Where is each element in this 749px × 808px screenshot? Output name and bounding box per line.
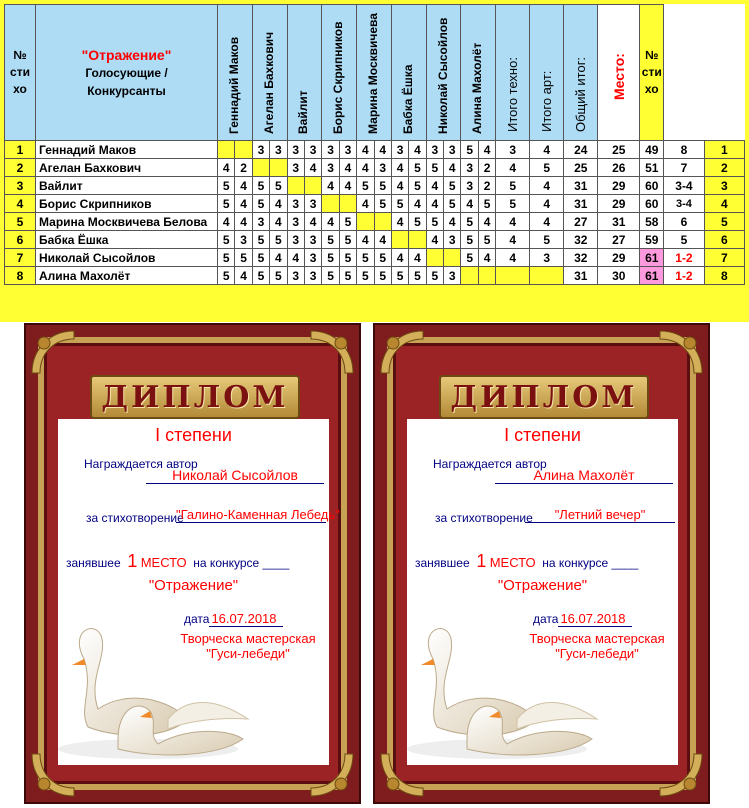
score-cell: 4 (218, 213, 235, 231)
diploma-title-banner (90, 375, 300, 419)
date-line: дата 16.07.2018 (533, 611, 632, 626)
diploma-panel (58, 419, 340, 765)
score-cell: 3 (270, 141, 287, 159)
score-cell: 2 (235, 159, 252, 177)
score-cell (339, 195, 356, 213)
score-cell: 5 (496, 195, 530, 213)
score-cell: 5 (374, 195, 391, 213)
score-cell: 5 (409, 213, 426, 231)
column-header-voter: Геннадий Маков (218, 5, 253, 141)
score-cell: 4 (409, 249, 426, 267)
score-cell: 5 (478, 231, 495, 249)
studio-name: Творческа мастерская "Гуси-лебеди" (180, 631, 316, 661)
diploma-card (373, 323, 710, 804)
techno-total-cell: 32 (564, 249, 598, 267)
score-cell: 4 (235, 267, 252, 285)
techno-total-cell: 25 (564, 159, 598, 177)
place-line: занявшее 1 МЕСТО на конкурсе ____ (415, 551, 639, 571)
contestant-name: Агелан Бахкович (36, 159, 218, 177)
score-cell: 4 (304, 213, 321, 231)
score-cell: 5 (374, 267, 391, 285)
score-cell: 3 (235, 231, 252, 249)
awarded-label: Награждается автор (433, 457, 547, 471)
score-cell: 5 (322, 231, 339, 249)
poem-label: за стихотворение (86, 511, 184, 525)
grand-total-cell: 61 (640, 267, 664, 285)
score-cell: 4 (357, 141, 374, 159)
score-cell: 5 (322, 249, 339, 267)
row-number: 3 (5, 177, 36, 195)
score-cell (391, 231, 408, 249)
score-cell: 5 (374, 177, 391, 195)
score-cell: 3 (252, 213, 269, 231)
place-cell: 8 (664, 141, 704, 159)
score-cell: 5 (339, 231, 356, 249)
score-cell: 3 (304, 249, 321, 267)
score-cell: 5 (339, 249, 356, 267)
score-cell: 5 (357, 177, 374, 195)
column-header-voter: Агелан Бахкович (252, 5, 287, 141)
score-cell: 4 (496, 231, 530, 249)
place-cell: 3-4 (664, 177, 704, 195)
table-row (5, 141, 745, 159)
diploma-panel (407, 419, 678, 765)
score-cell: 3 (530, 249, 564, 267)
row-number-right: 7 (704, 249, 744, 267)
score-cell: 5 (235, 249, 252, 267)
score-cell: 3 (322, 141, 339, 159)
score-cell: 3 (304, 141, 321, 159)
score-cell: 5 (218, 267, 235, 285)
techno-total-cell: 31 (564, 267, 598, 285)
contest-title: "Отражение" (81, 46, 172, 63)
score-cell: 4 (530, 213, 564, 231)
score-cell: 3 (287, 231, 304, 249)
score-cell: 4 (409, 141, 426, 159)
column-header-voter: Алина Махолёт (461, 5, 496, 141)
score-cell: 4 (478, 213, 495, 231)
score-cell: 5 (409, 267, 426, 285)
score-cell: 5 (374, 249, 391, 267)
grand-total-cell: 61 (640, 249, 664, 267)
score-cell: 4 (374, 141, 391, 159)
column-header-voter: Николай Сысойлов (426, 5, 461, 141)
score-cell: 4 (270, 213, 287, 231)
score-cell: 5 (339, 213, 356, 231)
score-cell: 3 (339, 141, 356, 159)
score-cell: 4 (426, 231, 443, 249)
score-cell: 3 (444, 141, 461, 159)
score-cell: 4 (426, 177, 443, 195)
score-cell: 4 (322, 177, 339, 195)
row-number-right: 1 (704, 141, 744, 159)
techno-total-cell: 31 (564, 195, 598, 213)
score-cell: 4 (339, 177, 356, 195)
art-total-cell: 29 (598, 177, 640, 195)
row-number: 8 (5, 267, 36, 285)
poem-title: "Галино-Каменная Лебедь" (176, 507, 340, 522)
score-cell (426, 249, 443, 267)
score-cell: 4 (218, 159, 235, 177)
row-number-right: 5 (704, 213, 744, 231)
score-cell (496, 267, 530, 285)
scoreboard (0, 0, 749, 322)
score-cell: 3 (374, 159, 391, 177)
grand-total-cell: 60 (640, 195, 664, 213)
corner-ornament-icon (30, 329, 76, 375)
contestant-name: Геннадий Маков (36, 141, 218, 159)
score-cell (235, 141, 252, 159)
score-cell (530, 267, 564, 285)
score-cell: 5 (270, 177, 287, 195)
place-line: занявшее 1 МЕСТО на конкурсе ____ (66, 551, 290, 571)
score-cell: 5 (530, 159, 564, 177)
corner-ornament-icon (658, 329, 704, 375)
row-number-right: 4 (704, 195, 744, 213)
award-author: Алина Махолёт (495, 467, 673, 484)
score-cell (478, 267, 495, 285)
score-cell: 4 (461, 195, 478, 213)
art-total-cell: 29 (598, 249, 640, 267)
score-cell: 5 (357, 267, 374, 285)
contestant-name: Алина Махолёт (36, 267, 218, 285)
table-row (5, 267, 745, 285)
score-cell: 5 (426, 159, 443, 177)
place-cell: 1-2 (664, 249, 704, 267)
score-cell: 5 (409, 177, 426, 195)
score-cell: 5 (270, 231, 287, 249)
score-cell: 4 (530, 195, 564, 213)
score-cell: 2 (478, 177, 495, 195)
score-cell: 5 (496, 177, 530, 195)
score-cell: 4 (409, 195, 426, 213)
score-cell: 5 (461, 231, 478, 249)
score-cell: 4 (391, 159, 408, 177)
score-cell (409, 231, 426, 249)
grand-total-cell: 59 (640, 231, 664, 249)
score-cell: 5 (218, 177, 235, 195)
techno-total-cell: 31 (564, 177, 598, 195)
score-cell: 5 (270, 267, 287, 285)
column-header-voter: Марина Москвичева (357, 5, 392, 141)
score-cell: 5 (426, 267, 443, 285)
score-cell: 4 (391, 213, 408, 231)
awarded-label: Награждается автор (84, 457, 198, 471)
table-row (5, 159, 745, 177)
score-cell: 3 (287, 267, 304, 285)
score-cell: 3 (426, 141, 443, 159)
column-header-art-total: Итого арт: (530, 5, 564, 141)
score-cell: 4 (357, 159, 374, 177)
score-cell: 3 (304, 267, 321, 285)
score-cell: 3 (252, 141, 269, 159)
score-cell (218, 141, 235, 159)
score-cell: 4 (496, 249, 530, 267)
column-header-number-right: № сти хо (640, 5, 664, 141)
score-cell: 4 (496, 159, 530, 177)
score-cell: 3 (304, 231, 321, 249)
score-cell (270, 159, 287, 177)
row-number-right: 2 (704, 159, 744, 177)
score-cell (322, 195, 339, 213)
score-cell: 5 (252, 195, 269, 213)
diploma-title: ДИПЛОМ (101, 379, 289, 415)
score-cell (374, 213, 391, 231)
score-cell: 5 (426, 213, 443, 231)
score-cell: 4 (357, 195, 374, 213)
row-number-right: 8 (704, 267, 744, 285)
place-cell: 7 (664, 159, 704, 177)
art-total-cell: 29 (598, 195, 640, 213)
table-row (5, 231, 745, 249)
techno-total-cell: 27 (564, 213, 598, 231)
row-number: 4 (5, 195, 36, 213)
score-cell: 4 (304, 159, 321, 177)
column-header-place: Место: (598, 5, 640, 141)
score-cell: 4 (444, 213, 461, 231)
score-cell: 4 (530, 177, 564, 195)
score-cell: 3 (444, 267, 461, 285)
column-header-title: "Отражение" Голосующие / Конкурсанты (36, 5, 218, 141)
place-cell: 5 (664, 231, 704, 249)
art-total-cell: 30 (598, 267, 640, 285)
score-cell: 5 (357, 249, 374, 267)
contestant-name: Вайлит (36, 177, 218, 195)
table-row (5, 249, 745, 267)
poem-title: "Летний вечер" (525, 507, 675, 523)
row-number: 5 (5, 213, 36, 231)
score-cell: 5 (444, 195, 461, 213)
score-cell: 3 (391, 141, 408, 159)
table-row (5, 213, 745, 231)
score-cell: 4 (391, 249, 408, 267)
score-cell: 4 (235, 195, 252, 213)
place-cell: 1-2 (664, 267, 704, 285)
score-cell: 3 (322, 159, 339, 177)
score-cell: 4 (391, 177, 408, 195)
score-cell: 3 (444, 231, 461, 249)
diploma-title: ДИПЛОМ (450, 379, 638, 415)
score-cell (444, 249, 461, 267)
diploma-degree: I степени (155, 425, 232, 445)
score-cell: 5 (252, 231, 269, 249)
score-cell: 5 (461, 249, 478, 267)
score-cell: 4 (374, 231, 391, 249)
score-cell: 3 (496, 141, 530, 159)
diploma-card (24, 323, 361, 804)
column-header-voter: Вайлит (287, 5, 322, 141)
column-header-grand-total: Общий итог: (564, 5, 598, 141)
score-cell: 4 (496, 213, 530, 231)
column-header-voter: Бабка Ёшка (391, 5, 426, 141)
row-number-right: 3 (704, 177, 744, 195)
score-cell: 4 (235, 177, 252, 195)
score-table (4, 4, 745, 285)
contestant-name: Николай Сысойлов (36, 249, 218, 267)
contestant-name: Бабка Ёшка (36, 231, 218, 249)
row-number: 6 (5, 231, 36, 249)
diploma-degree: I степени (504, 425, 581, 445)
techno-total-cell: 24 (564, 141, 598, 159)
score-cell: 5 (391, 195, 408, 213)
table-row (5, 195, 745, 213)
score-cell: 4 (530, 141, 564, 159)
score-cell: 4 (339, 159, 356, 177)
contest-name: "Отражение" (148, 577, 239, 594)
score-cell: 5 (478, 195, 495, 213)
score-cell: 5 (252, 267, 269, 285)
studio-name: Творческа мастерская "Гуси-лебеди" (529, 631, 665, 661)
score-cell: 5 (218, 195, 235, 213)
score-cell: 5 (530, 231, 564, 249)
poem-label: за стихотворение (435, 511, 533, 525)
score-cell: 5 (218, 249, 235, 267)
contestant-name: Марина Москвичева Белова (36, 213, 218, 231)
grand-total-cell: 51 (640, 159, 664, 177)
score-cell (252, 159, 269, 177)
score-cell (304, 177, 321, 195)
score-cell: 4 (270, 249, 287, 267)
grand-total-cell: 49 (640, 141, 664, 159)
score-cell: 3 (461, 177, 478, 195)
corner-ornament-icon (309, 329, 355, 375)
score-cell: 5 (339, 267, 356, 285)
diploma-title-banner (439, 375, 649, 419)
score-cell: 3 (287, 213, 304, 231)
place-cell: 6 (664, 213, 704, 231)
art-total-cell: 27 (598, 231, 640, 249)
score-cell: 4 (478, 249, 495, 267)
score-cell: 4 (426, 195, 443, 213)
score-cell: 5 (461, 213, 478, 231)
art-total-cell: 25 (598, 141, 640, 159)
place-cell: 3-4 (664, 195, 704, 213)
score-cell: 4 (270, 195, 287, 213)
column-header-voter: Борис Скрипников (322, 5, 357, 141)
award-author: Николай Сысойлов (146, 467, 324, 484)
row-number-right: 6 (704, 231, 744, 249)
contest-name: "Отражение" (497, 577, 588, 594)
contestant-name: Борис Скрипников (36, 195, 218, 213)
score-cell: 5 (461, 141, 478, 159)
table-row (5, 177, 745, 195)
score-cell: 3 (287, 195, 304, 213)
score-cell: 4 (357, 231, 374, 249)
score-cell: 5 (322, 267, 339, 285)
score-cell: 5 (391, 267, 408, 285)
row-number: 7 (5, 249, 36, 267)
art-total-cell: 26 (598, 159, 640, 177)
score-cell: 5 (218, 231, 235, 249)
score-cell: 4 (322, 213, 339, 231)
score-cell: 3 (461, 159, 478, 177)
date-line: дата 16.07.2018 (184, 611, 283, 626)
score-cell (461, 267, 478, 285)
score-cell: 5 (252, 177, 269, 195)
art-total-cell: 31 (598, 213, 640, 231)
score-cell: 3 (287, 141, 304, 159)
corner-ornament-icon (379, 329, 425, 375)
score-table-body (5, 141, 745, 285)
column-header-techno-total: Итого техно: (496, 5, 530, 141)
score-cell (287, 177, 304, 195)
score-cell: 3 (287, 159, 304, 177)
score-cell: 4 (235, 213, 252, 231)
grand-total-cell: 60 (640, 177, 664, 195)
grand-total-cell: 58 (640, 213, 664, 231)
score-cell: 4 (287, 249, 304, 267)
score-cell (357, 213, 374, 231)
score-cell: 4 (478, 141, 495, 159)
column-header-number: № сти хо (5, 5, 36, 141)
row-number: 2 (5, 159, 36, 177)
row-number: 1 (5, 141, 36, 159)
score-cell: 5 (444, 177, 461, 195)
score-cell: 5 (252, 249, 269, 267)
score-cell: 2 (478, 159, 495, 177)
table-header-row (5, 5, 745, 141)
techno-total-cell: 32 (564, 231, 598, 249)
score-cell: 3 (304, 195, 321, 213)
score-cell: 5 (409, 159, 426, 177)
score-cell: 4 (444, 159, 461, 177)
